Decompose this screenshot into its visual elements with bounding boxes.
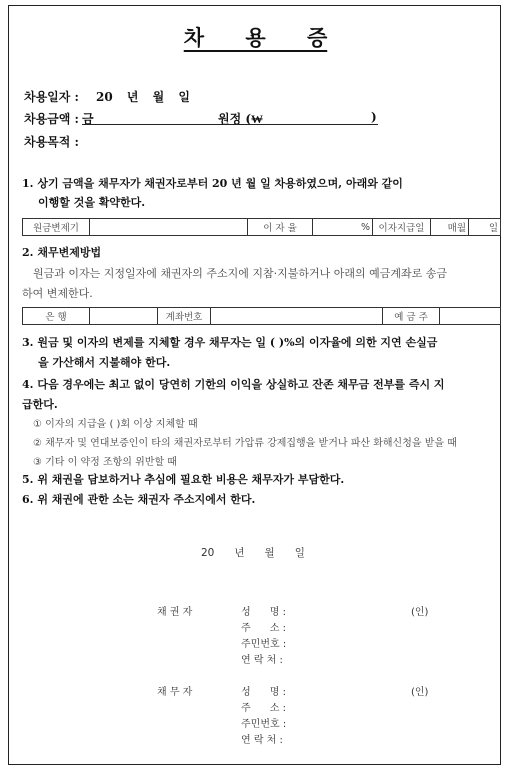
repayment-terms-table xyxy=(22,218,501,236)
interest-payday-label: 이자지급일 xyxy=(373,219,431,236)
clause3-line2: 을 가산해서 지불해야 한다. xyxy=(38,356,171,369)
clause4-item-3: ③ 기타 이 약정 조항의 위반할 때 xyxy=(33,457,177,468)
debtor-address-label: 주 소 : xyxy=(241,703,286,714)
date-label: 차용일자 : xyxy=(24,90,79,104)
purpose-label: 차용목적 : xyxy=(24,135,79,149)
clause2-line1: 원금과 이자는 지정일자에 채권자의 주소지에 지참·지불하거나 아래의 예금계좌로 송금 xyxy=(33,267,448,280)
clause6: 6. 위 채권에 관한 소는 채권자 주소지에서 한다. xyxy=(22,493,256,506)
clause1-line2: 이행할 것을 확약한다. xyxy=(38,196,146,209)
interest-payday-day: 일 xyxy=(469,219,501,236)
creditor-name-label: 성 명 : xyxy=(241,607,286,618)
creditor-role: 채 권 자 xyxy=(157,607,193,618)
bank-value xyxy=(90,308,158,325)
clause3-line1: 3. 원금 및 이자의 변제를 지체할 경우 채무자는 일 ( )%의 이자율에 의한 지연 손실금 xyxy=(22,336,438,349)
interest-payday-monthly: 매월 xyxy=(431,219,469,236)
clause1-line1: 1. 상기 금액을 채무자가 채권자로부터 20 년 월 일 차용하였으며, 아래와 같이 xyxy=(22,177,403,190)
clause2-heading: 2. 채무변제방법 xyxy=(22,246,102,259)
document-title: 차 용 증 xyxy=(183,25,328,50)
debtor-seal: (인) xyxy=(411,687,429,698)
clause2-line2: 하여 변제한다. xyxy=(22,287,93,300)
debtor-id-label: 주민번호 : xyxy=(241,719,287,730)
creditor-id-label: 주민번호 : xyxy=(241,639,287,650)
account-number-value xyxy=(211,308,383,325)
clause4-line1: 4. 다음 경우에는 최고 없이 당연히 기한의 이익을 상실하고 잔존 채무금 전부를 즉시 지 xyxy=(22,378,445,391)
amount-label: 차용금액 : xyxy=(24,112,79,126)
amount-underline xyxy=(82,124,378,125)
date-value: 20 년 월 일 xyxy=(96,90,191,104)
amount-suffix: 원정 (₩ xyxy=(218,112,264,126)
account-holder-value xyxy=(440,308,501,325)
account-number-label: 계좌번호 xyxy=(158,308,211,325)
creditor-seal: (인) xyxy=(411,607,429,618)
clause5: 5. 위 채권을 담보하거나 추심에 필요한 비용은 채무자가 부담한다. xyxy=(22,473,345,486)
debtor-contact-label: 연 락 처 : xyxy=(241,735,283,746)
account-holder-label: 예 금 주 xyxy=(383,308,440,325)
clause4-item-1: ① 이자의 지급을 ( )회 이상 지체할 때 xyxy=(33,419,198,430)
signing-date: 20 년 월 일 xyxy=(201,547,305,559)
debtor-name-label: 성 명 : xyxy=(241,687,286,698)
bank-label: 은 행 xyxy=(23,308,90,325)
debtor-role: 채 무 자 xyxy=(157,687,193,698)
creditor-contact-label: 연 락 처 : xyxy=(241,655,283,666)
bank-account-table xyxy=(22,307,501,325)
interest-rate-unit: % xyxy=(313,219,373,236)
principal-due-value xyxy=(90,219,248,236)
creditor-address-label: 주 소 : xyxy=(241,623,286,634)
principal-due-label: 원금변제기 xyxy=(23,219,90,236)
clause4-line2: 급한다. xyxy=(22,398,58,411)
amount-prefix: 금 xyxy=(82,112,94,126)
amount-close: ) xyxy=(371,110,377,124)
clause4-item-2: ② 채무자 및 연대보증인이 타의 채권자로부터 가압류 강제집행을 받거나 파산 화해신청을 받을 때 xyxy=(33,438,457,449)
interest-rate-label: 이 자 율 xyxy=(248,219,313,236)
